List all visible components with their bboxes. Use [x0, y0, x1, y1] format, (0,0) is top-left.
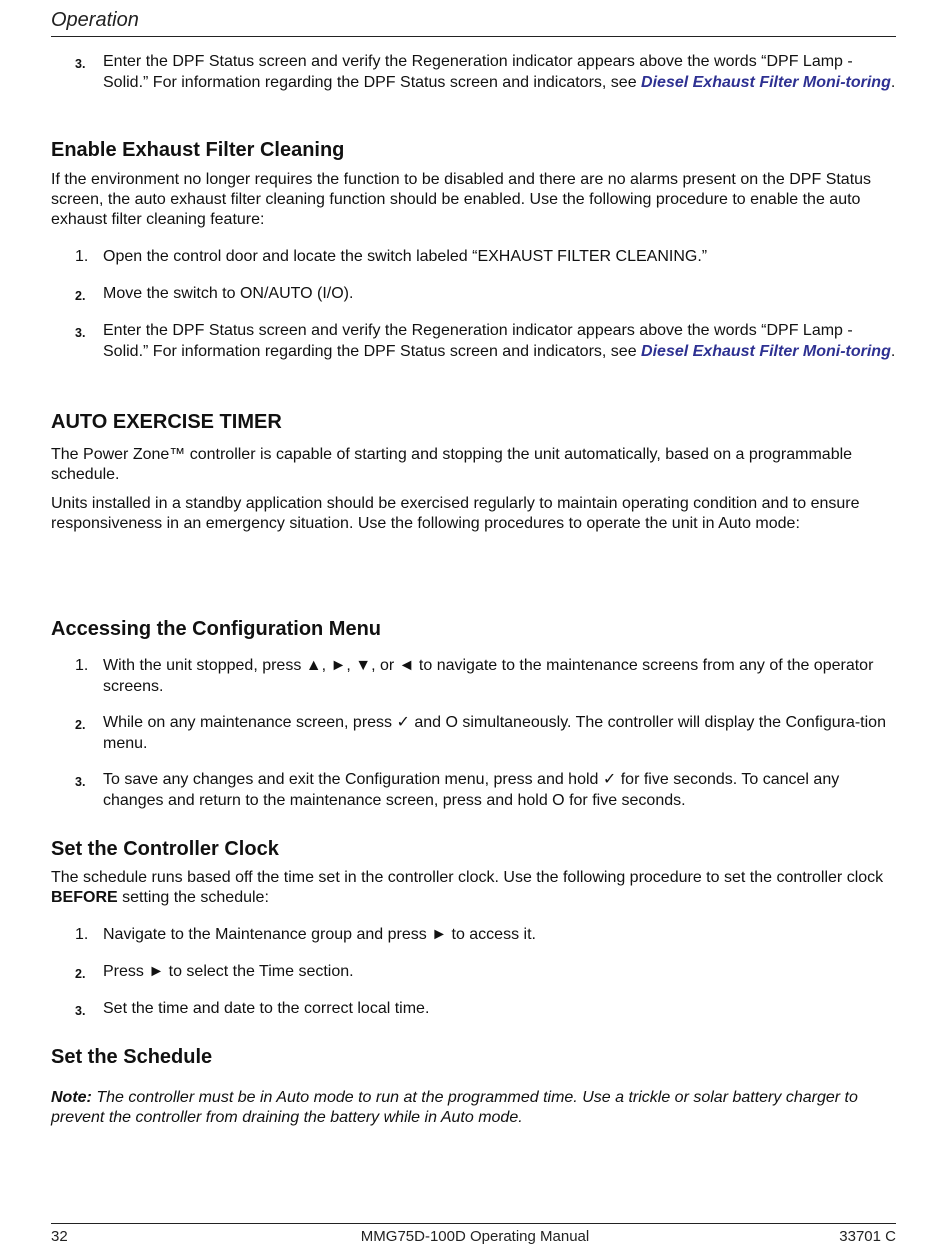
step-number: 1. [75, 248, 89, 265]
step-text-part: Enter the DPF Status screen and verify the Regeneration indicator appears above the words “DPF Lamp - Solid.” For information regarding the DPF Status screen and indicators, see [103, 322, 853, 360]
filter-cleaning-intro: If the environment no longer requires the function to be disabled and there are no alarms present on the DPF Status screen, the auto exhaust filter cleaning function should be enabled. Use the following procedure to enable the auto exhaust filter cleaning feature: [51, 171, 872, 228]
list-item [51, 713, 896, 754]
list-item [51, 321, 896, 362]
list-item [51, 656, 896, 697]
note-text: The controller must be in Auto mode to run at the programmed time. Use a trickle or solar battery charger to prevent the controller from draining the battery while in Auto mode. [51, 1089, 858, 1126]
step-text: Set the time and date to the correct local time. [103, 1000, 430, 1017]
section-heading-schedule: Set the Schedule [51, 1046, 213, 1068]
list-item [51, 52, 896, 93]
intro-text-part: The schedule runs based off the time set in the controller clock. Use the following procedure to set the controller clock [51, 869, 884, 886]
step-number: 1. [75, 657, 89, 674]
timer-paragraph-1: The Power Zone™ controller is capable of starting and stopping the unit automatically, based on a programmable schedule. [51, 446, 853, 483]
section-heading-auto-exercise-timer: AUTO EXERCISE TIMER [51, 411, 282, 433]
controller-clock-intro [51, 868, 896, 908]
step-number: 1. [75, 926, 89, 943]
timer-paragraph-2: Units installed in a standby application should be exercised regularly to maintain operating condition and to ensure responsiveness in an emergency situation. Use the following procedures to operate the unit in Auto mode: [51, 495, 860, 532]
schedule-note [51, 1088, 896, 1128]
list-item [51, 284, 896, 305]
cross-reference-link[interactable]: Diesel Exhaust Filter Moni-toring [641, 342, 891, 360]
intro-text-part: setting the schedule: [117, 889, 269, 906]
step-text: While on any maintenance screen, press ✓ and O simultaneously. The controller will display the Configura-tion menu. [103, 714, 886, 752]
section-heading-configuration-menu: Accessing the Configuration Menu [51, 618, 382, 640]
step-text: Open the control door and locate the switch labeled “EXHAUST FILTER CLEANING.” [103, 248, 708, 265]
list-item [51, 247, 896, 268]
step-number: 2. [75, 289, 86, 303]
step-text-part: . [890, 73, 896, 91]
page-number: 32 [51, 1228, 68, 1245]
header-divider [51, 36, 896, 37]
step-text: Press ► to select the Time section. [103, 963, 354, 980]
list-item [51, 770, 896, 811]
step-number: 3. [75, 57, 86, 71]
step-text-part: . [890, 342, 896, 360]
step-text [103, 321, 896, 362]
step-text: Move the switch to ON/AUTO (I/O). [103, 285, 354, 302]
step-number: 3. [75, 775, 86, 789]
step-number: 3. [75, 326, 86, 340]
step-text [103, 52, 896, 93]
manual-title: MMG75D-100D Operating Manual [360, 1228, 590, 1245]
list-item [51, 925, 896, 946]
step-text-part: Enter the DPF Status screen and verify the Regeneration indicator appears above the words “DPF Lamp - Solid.” For information regarding the DPF Status screen and indicators, see [103, 53, 853, 91]
list-item [51, 999, 896, 1020]
step-number: 3. [75, 1004, 86, 1018]
step-text: Navigate to the Maintenance group and press ► to access it. [103, 926, 536, 943]
page-header-title: Operation [51, 9, 139, 31]
step-text: To save any changes and exit the Configuration menu, press and hold ✓ for five seconds. To cancel any changes and return to the maintenance screen, press and hold O for five seconds. [103, 771, 840, 809]
step-number: 2. [75, 967, 86, 981]
section-heading-controller-clock: Set the Controller Clock [51, 838, 279, 860]
list-item [51, 962, 896, 983]
note-label: Note: [51, 1089, 92, 1106]
cross-reference-link[interactable]: Diesel Exhaust Filter Moni-toring [641, 73, 891, 91]
footer-divider [51, 1223, 896, 1224]
document-number: 33701 C [839, 1228, 896, 1245]
section-heading-filter-cleaning: Enable Exhaust Filter Cleaning [51, 139, 345, 161]
step-text: With the unit stopped, press ▲, ►, ▼, or ◄ to navigate to the maintenance screens from any of the operator screens. [103, 657, 874, 695]
intro-emphasis: BEFORE [51, 889, 118, 906]
step-number: 2. [75, 718, 86, 732]
